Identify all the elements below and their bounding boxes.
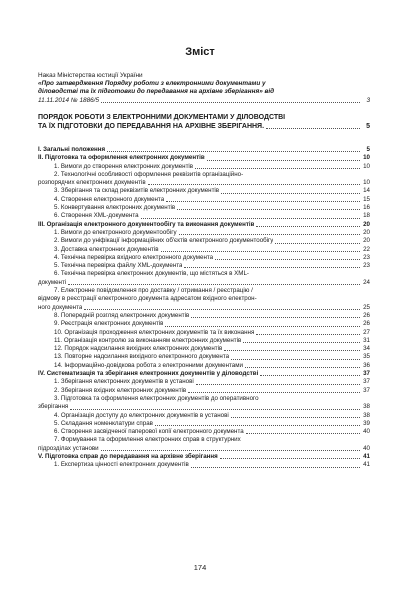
main-heading-line-1: ПОРЯДОК РОБОТИ З ЕЛЕКТРОННИМИ ДОКУМЕНТАМИ У ДІЛОВОДСТВІ	[38, 114, 286, 121]
toc-section	[38, 154, 370, 162]
toc-page-number: 37	[363, 370, 370, 378]
order-line-4	[38, 97, 370, 105]
toc-entry	[38, 345, 370, 353]
toc-page-number: 10	[363, 179, 370, 187]
leader-dots	[243, 342, 360, 343]
toc-entry	[38, 445, 370, 453]
toc-entry-title: 3. Зберігання та склад реквізитів електронних документів	[54, 187, 220, 195]
toc-section	[38, 221, 370, 229]
toc-entry-title: 5. Технічна перевірка файлу XML-документа	[54, 262, 183, 270]
leader-dots	[188, 392, 360, 393]
toc-entry	[38, 246, 370, 254]
page-title: Зміст	[185, 46, 215, 58]
toc-entry-first-line: 7. Електронне повідомлення про доставку / отримання / реєстрацію /	[54, 287, 253, 295]
toc-entry-title: 4. Організація доступу до електронних документів в установі	[54, 411, 229, 419]
page-ref: 3	[366, 96, 370, 104]
toc-page-number: 16	[363, 204, 370, 212]
toc-page-number: 22	[363, 245, 370, 253]
toc-page-number: 26	[363, 320, 370, 328]
toc-page-number: 20	[363, 228, 370, 236]
leader-dots	[148, 184, 360, 185]
toc-entry-title: 6. Створення XML-документа	[54, 212, 139, 220]
toc-entry-title: документі	[38, 278, 67, 286]
toc-entry	[38, 279, 370, 287]
toc-page-number: 39	[363, 419, 370, 427]
toc-entry-title: 1. Зберігання електронних документів в установі	[54, 378, 194, 386]
leader-dots	[195, 168, 360, 169]
toc-entry	[38, 353, 370, 361]
toc-page-number: 20	[363, 220, 370, 228]
toc-page-number: 23	[363, 253, 370, 261]
leader-dots	[70, 409, 360, 410]
toc-section	[38, 146, 370, 154]
toc-page-number: 24	[363, 278, 370, 286]
leader-dots	[191, 317, 360, 318]
toc-entry-title: 3. Доставка електронних документів	[54, 245, 159, 253]
leader-dots	[245, 367, 360, 368]
leader-dots	[155, 425, 360, 426]
leader-dots	[191, 467, 360, 468]
order-date: 11.11.2014 № 1886/5	[38, 96, 100, 104]
toc-entry	[38, 204, 370, 212]
toc-page-number: 41	[363, 452, 370, 460]
toc-entry	[38, 262, 370, 270]
toc-entry-title: 5. Складання номенклатури справ	[54, 419, 153, 427]
leader-dots	[246, 433, 360, 434]
leader-dots	[184, 267, 360, 268]
leader-dots	[84, 309, 360, 310]
toc-page-number: 40	[363, 428, 370, 436]
toc-entry-first-line: 3. Підготовка та оформлення електронних документів до оперативного	[54, 394, 259, 402]
leader-dots	[107, 151, 360, 152]
toc-entry-title: 1. Вимоги до електронного документообігу	[54, 228, 177, 236]
toc-entry-second-line: відмову в реєстрації електронного документа адресатом вхідного електрон-	[38, 295, 257, 303]
toc-page-number: 37	[363, 378, 370, 386]
toc-entry-first-line: 6. Технічна перевірка електронних документів, що містяться в XML-	[54, 270, 249, 278]
leader-dots	[161, 251, 360, 252]
main-heading-line-2	[38, 122, 370, 131]
toc-page-number: 5	[366, 146, 370, 153]
leader-dots	[224, 350, 360, 351]
toc-entry	[38, 362, 370, 370]
toc-entry	[38, 212, 370, 220]
toc-entry	[38, 320, 370, 328]
toc-page-number: 15	[363, 195, 370, 203]
toc-page-number: 38	[363, 403, 370, 411]
main-heading	[38, 113, 370, 131]
toc-entry	[38, 387, 370, 395]
toc-entry	[38, 420, 370, 428]
leader-dots	[179, 234, 360, 235]
main-heading-text: ТА ЇХ ПІДГОТОВКИ ДО ПЕРЕДАВАННЯ НА АРХІВНЕ ЗБЕРІГАННЯ.	[38, 123, 265, 130]
leader-dots	[275, 243, 360, 244]
toc-entry-title: 4. Технічна перевірка вхідного електронного документа	[54, 253, 214, 261]
toc-entry-title: 2. Зберігання вхідних електронних документів	[54, 386, 187, 394]
toc-page-number: 40	[363, 444, 370, 452]
toc-entry	[38, 312, 370, 320]
leader-dots	[215, 259, 360, 260]
toc-entry	[38, 378, 370, 386]
leader-dots	[141, 218, 360, 219]
leader-dots	[207, 160, 360, 161]
leader-dots	[166, 201, 360, 202]
toc-page-number: 38	[363, 411, 370, 419]
toc-entry-title: ІІІ. Організація електронного документообігу та виконання документів	[38, 220, 255, 228]
leader-dots	[231, 417, 360, 418]
toc-entry	[38, 428, 370, 436]
toc-entry-title: 13. Повторне надсилання вихідного електронного документа	[54, 353, 230, 361]
toc-entry-title: IV. Систематизація та зберігання електронних документів у діловодстві	[38, 370, 259, 378]
toc-entry-title: зберігання	[38, 403, 69, 411]
toc-entry	[38, 229, 370, 237]
toc-page-number: 18	[363, 212, 370, 220]
toc-page-number: 31	[363, 336, 370, 344]
table-of-contents	[38, 146, 370, 470]
page-ref: 5	[366, 123, 370, 130]
leader-dots	[260, 375, 360, 376]
toc-entry-title: 1. Експертиза цінності електронних документів	[54, 461, 189, 469]
toc-entry-title: 14. Інформаційно-довідкова робота з електронними документами	[54, 361, 243, 369]
order-line-1: Наказ Міністерства юстиції України	[38, 72, 143, 79]
toc-section	[38, 453, 370, 461]
toc-entry-title: ІІ. Підготовка та оформлення електронних документів	[38, 154, 205, 162]
leader-dots	[231, 359, 360, 360]
toc-page-number: 34	[363, 345, 370, 353]
order-reference	[38, 72, 370, 105]
toc-page-number: 10	[363, 162, 370, 170]
toc-entry-title: 6. Створення засвідченої паперової копії електронного документа	[54, 428, 244, 436]
leader-dots	[266, 128, 360, 129]
leader-dots	[101, 102, 360, 103]
toc-entry-title: І. Загальні положення	[38, 146, 106, 153]
order-line-2: «Про затвердження Порядку роботи з електронними документами у	[38, 80, 266, 88]
toc-entry-title: 11. Організація контролю за виконанням електронних документів	[54, 336, 242, 344]
toc-entry-title: V. Підготовка справ до передавання на архівне зберігання	[38, 452, 218, 460]
toc-entry	[38, 237, 370, 245]
toc-page-number: 37	[363, 386, 370, 394]
toc-entry	[38, 337, 370, 345]
toc-page-number: 23	[363, 262, 370, 270]
toc-entry-title: 12. Порядок надсилання вихідних електронних документів	[54, 345, 223, 353]
toc-page-number: 10	[363, 154, 370, 162]
order-line-3: діловодстві та їх підготовки до передавання на архівне зберігання» від	[38, 88, 275, 96]
toc-page-number: 36	[363, 361, 370, 369]
toc-entry	[38, 196, 370, 204]
toc-entry-title: розпорядчих електронних документів	[38, 179, 146, 187]
leader-dots	[101, 450, 360, 451]
toc-section	[38, 370, 370, 378]
leader-dots	[221, 193, 360, 194]
toc-entry-title: 9. Реєстрація електронних документів	[54, 320, 164, 328]
toc-entry-first-line: 7. Формування та оформлення електронних справ в структурних	[54, 436, 241, 444]
leader-dots	[256, 226, 360, 227]
toc-entry-title: 5. Конвертування електронних документів	[54, 204, 176, 212]
leader-dots	[220, 458, 360, 459]
toc-page-number: 14	[363, 187, 370, 195]
toc-entry	[38, 179, 370, 187]
toc-entry-title: 2. Вимоги до уніфікації інформаційних об'єктів електронного документообігу	[54, 237, 274, 245]
toc-entry-first-line: 2. Технологічні особливості оформлення реквізитів організаційно-	[54, 170, 244, 178]
leader-dots	[196, 384, 360, 385]
leader-dots	[177, 209, 360, 210]
toc-entry	[38, 329, 370, 337]
toc-entry	[38, 187, 370, 195]
toc-page-number: 20	[363, 237, 370, 245]
toc-entry-title: 10. Організація проходження електронних документів та їх виконання	[54, 328, 255, 336]
toc-entry	[38, 412, 370, 420]
toc-entry-title: 1. Вимоги до створення електронних документів	[54, 162, 194, 170]
toc-entry	[38, 254, 370, 262]
page-number: 174	[193, 563, 207, 572]
toc-entry-title: ного документа	[38, 303, 83, 311]
toc-entry	[38, 304, 370, 312]
toc-page-number: 41	[363, 461, 370, 469]
leader-dots	[68, 284, 360, 285]
leader-dots	[165, 326, 360, 327]
toc-entry-title: 4. Створення електронного документа	[54, 195, 165, 203]
toc-entry	[38, 163, 370, 171]
toc-entry-title: 8. Попередній розгляд електронних документів	[54, 311, 190, 319]
toc-page-number: 35	[363, 353, 370, 361]
leader-dots	[256, 334, 360, 335]
toc-entry-title: підрозділах установи	[38, 444, 99, 452]
toc-entry	[38, 403, 370, 411]
toc-page-number: 25	[363, 303, 370, 311]
toc-page-number: 27	[363, 328, 370, 336]
toc-entry	[38, 461, 370, 469]
toc-page-number: 26	[363, 311, 370, 319]
